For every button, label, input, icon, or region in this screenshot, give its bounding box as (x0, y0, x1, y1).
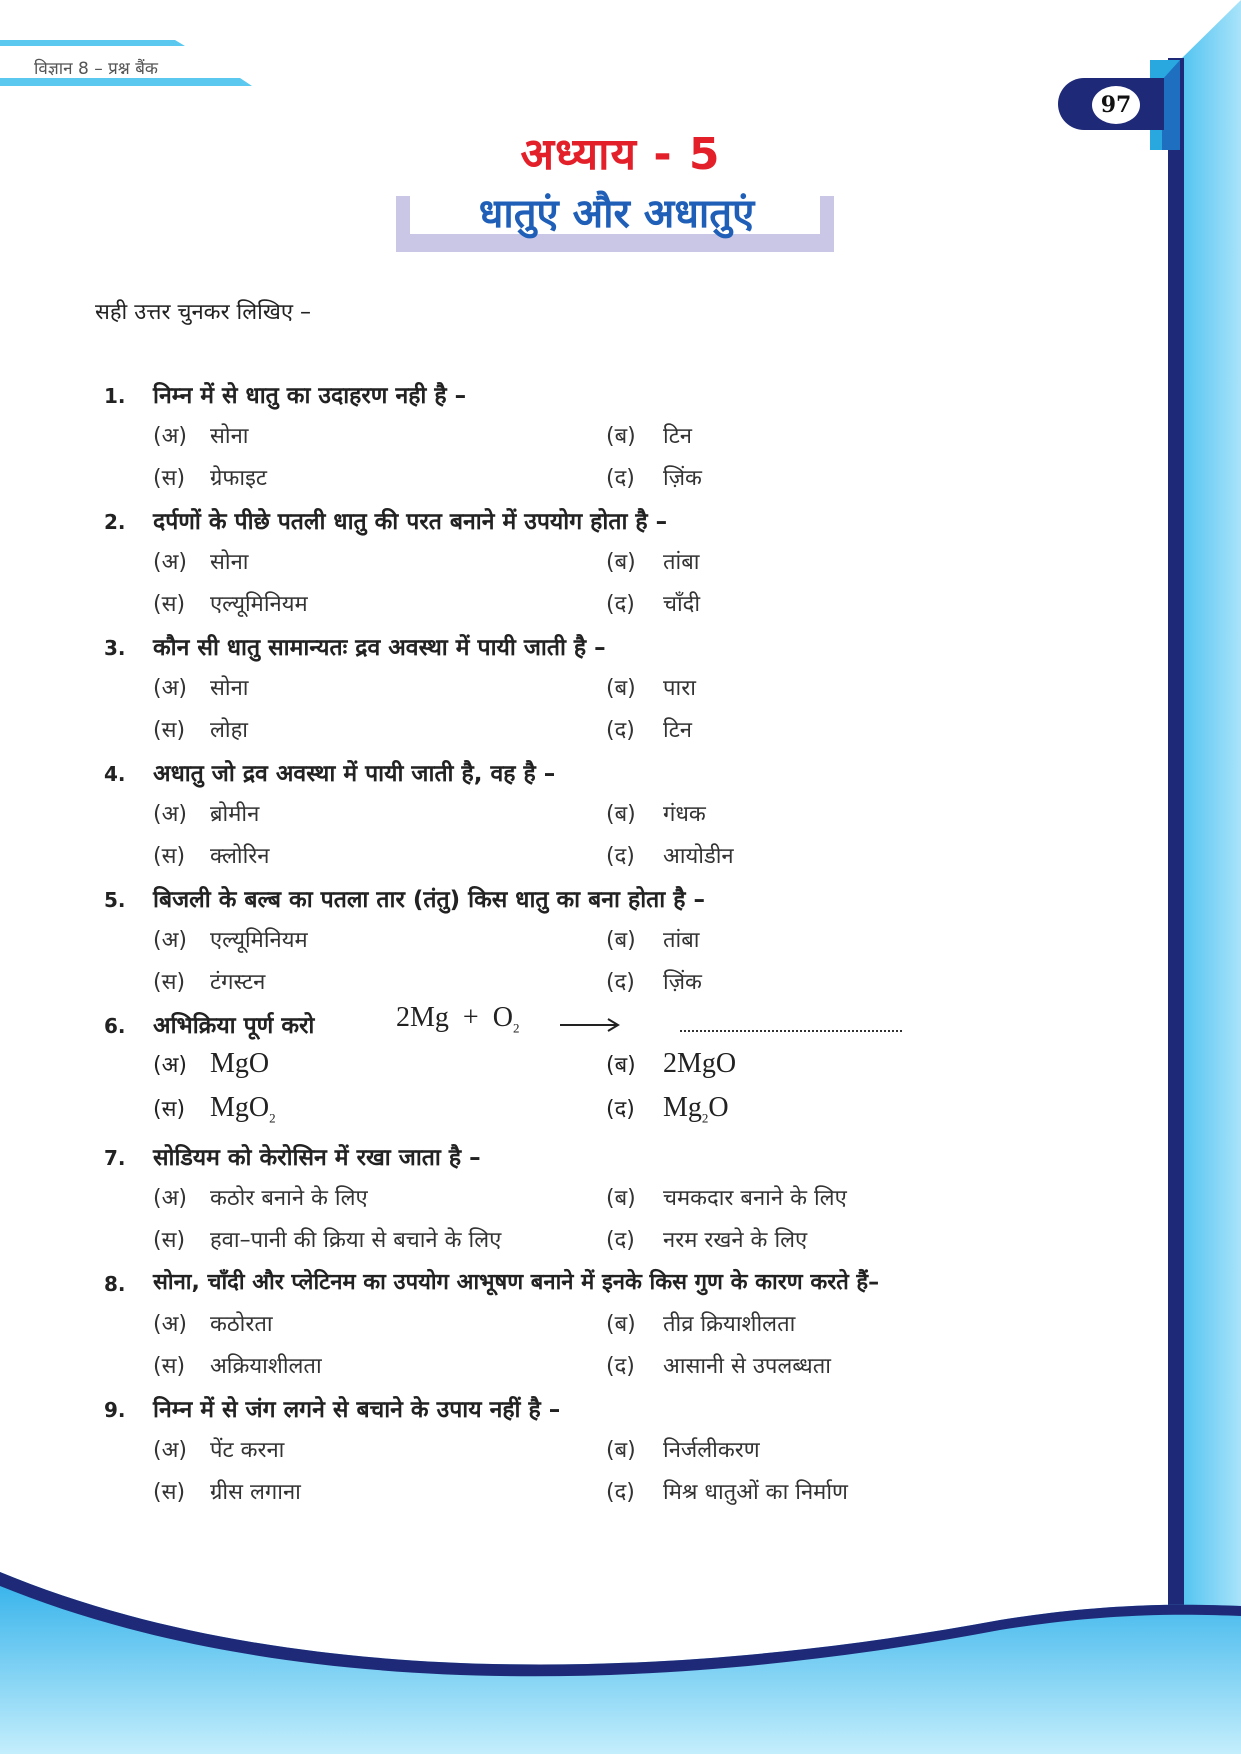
option-d: (द) ज़िंक (606, 970, 702, 995)
question-item (0, 1260, 1241, 1386)
option-b: (ब) टिन (606, 424, 692, 449)
bottom-wave-decoration (0, 1560, 1241, 1754)
option-a: (अ) कठोर बनाने के लिए (153, 1186, 368, 1211)
option-b: (ब) निर्जलीकरण (606, 1438, 760, 1463)
chapter-number: अध्याय - 5 (520, 129, 721, 180)
option-b: (ब) पारा (606, 676, 696, 701)
question-text: बिजली के बल्ब का पतला तार (तंतु) किस धातु का बना होता है – (153, 887, 705, 913)
option-a: (अ) सोना (153, 424, 249, 449)
chapter-title: धातुएं और अधातुएं (478, 191, 755, 237)
question-item (0, 372, 1241, 498)
option-b: (ब) तांबा (606, 928, 700, 953)
question-text: अभिक्रिया पूर्ण करो (153, 1013, 315, 1039)
question-item (0, 1002, 1241, 1134)
option-b: (ब) गंधक (606, 802, 706, 827)
option-d: (द) आयोडीन (606, 844, 734, 869)
book-header-label: विज्ञान 8 – प्रश्न बैंक (34, 59, 158, 79)
option-d: (द) टिन (606, 718, 692, 743)
question-list (0, 372, 1241, 1512)
question-text: कौन सी धातु सामान्यतः द्रव अवस्था में पायी जाती है – (153, 635, 606, 661)
question-number: 6. (104, 1014, 126, 1038)
option-b: (ब) 2MgO (606, 1048, 737, 1079)
question-text: निम्न में से धातु का उदाहरण नही है – (153, 383, 467, 409)
option-b: (ब) चमकदार बनाने के लिए (606, 1186, 847, 1211)
option-a: (अ) MgO (153, 1048, 270, 1079)
question-item (0, 498, 1241, 624)
option-a: (अ) पेंट करना (153, 1438, 285, 1463)
question-item (0, 750, 1241, 876)
option-a: (अ) ब्रोमीन (153, 802, 260, 827)
option-c: (स) ग्रीस लगाना (153, 1480, 301, 1505)
question-number: 2. (104, 510, 126, 534)
question-number: 5. (104, 888, 126, 912)
option-c: (स) MgO$_2$ (153, 1092, 276, 1126)
option-d: (द) ज़िंक (606, 466, 702, 491)
option-c: (स) एल्यूमिनियम (153, 592, 308, 617)
option-d: (द) आसानी से उपलब्धता (606, 1354, 831, 1379)
page-number: 97 (1092, 86, 1140, 124)
option-d: (द) चाँदी (606, 592, 701, 617)
answer-blank (680, 1022, 902, 1032)
reaction-arrow-icon (560, 1018, 622, 1032)
option-c: (स) लोहा (153, 718, 248, 743)
chemical-equation: $2Mg + O_2$ (396, 1002, 520, 1036)
option-d: (द) $Mg_2O$ (606, 1092, 729, 1126)
question-number: 1. (104, 384, 126, 408)
question-item (0, 624, 1241, 750)
option-c: (स) क्लोरिन (153, 844, 270, 869)
question-text: सोडियम को केरोसिन में रखा जाता है – (153, 1145, 481, 1171)
option-b: (ब) तीव्र क्रियाशीलता (606, 1312, 796, 1337)
question-item (0, 1134, 1241, 1260)
option-a: (अ) सोना (153, 676, 249, 701)
instruction-text: सही उत्तर चुनकर लिखिए – (95, 300, 312, 325)
question-text: निम्न में से जंग लगने से बचाने के उपाय नहीं है – (153, 1397, 561, 1423)
question-item (0, 876, 1241, 1002)
option-d: (द) मिश्र धातुओं का निर्माण (606, 1480, 848, 1505)
option-c: (स) अक्रियाशीलता (153, 1354, 322, 1379)
option-d: (द) नरम रखने के लिए (606, 1228, 808, 1253)
question-text: दर्पणों के पीछे पतली धातु की परत बनाने में उपयोग होता है – (153, 509, 668, 535)
question-number: 7. (104, 1146, 126, 1170)
question-number: 4. (104, 762, 126, 786)
option-c: (स) टंगस्टन (153, 970, 266, 995)
option-a: (अ) एल्यूमिनियम (153, 928, 308, 953)
question-number: 3. (104, 636, 126, 660)
question-text: सोना, चाँदी और प्लेटिनम का उपयोग आभूषण बनाने में इनके किस गुण के कारण करते हैं– (153, 1270, 880, 1295)
option-b: (ब) तांबा (606, 550, 700, 575)
question-number: 8. (104, 1272, 126, 1296)
option-c: (स) ग्रेफाइट (153, 466, 267, 491)
question-text: अधातु जो द्रव अवस्था में पायी जाती है, वह है – (153, 761, 556, 787)
option-a: (अ) कठोरता (153, 1312, 273, 1337)
question-item (0, 1386, 1241, 1512)
option-a: (अ) सोना (153, 550, 249, 575)
option-c: (स) हवा–पानी की क्रिया से बचाने के लिए (153, 1228, 502, 1253)
question-number: 9. (104, 1398, 126, 1422)
